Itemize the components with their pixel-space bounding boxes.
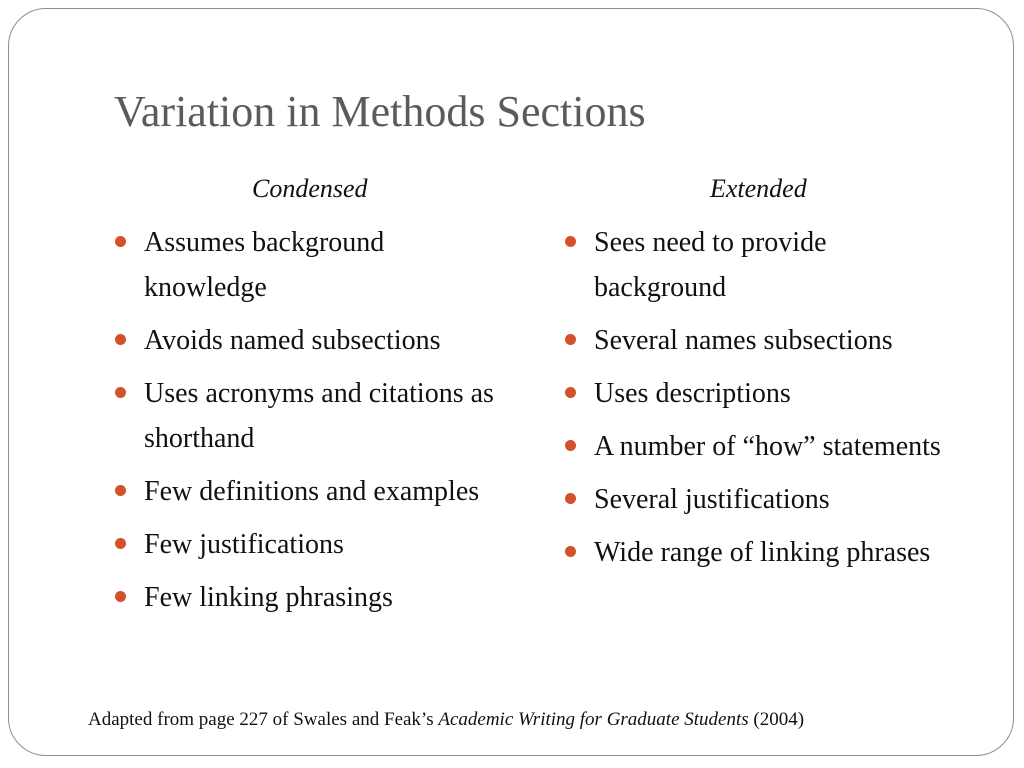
slide-title: Variation in Methods Sections [114, 87, 646, 136]
bullet-icon [115, 591, 126, 602]
list-item-text: Avoids named subsections [144, 325, 441, 356]
citation-prefix: Adapted from page 227 of Swales and Feak’s [88, 709, 439, 730]
list-item-text: Uses acronyms and citations as shorthand [144, 378, 494, 454]
list-item-text: Few justifications [144, 529, 344, 560]
condensed-list [113, 220, 513, 628]
list-item-text: Few definitions and examples [144, 476, 480, 507]
list-item [113, 575, 513, 620]
list-item-text: Several names subsections [594, 325, 893, 356]
list-item [563, 424, 963, 469]
condensed-heading: Condensed [252, 174, 368, 203]
list-item [113, 220, 513, 310]
citation-book-title: Academic Writing for Graduate Students [438, 709, 749, 730]
bullet-icon [115, 538, 126, 549]
citation-suffix: (2004) [748, 709, 805, 730]
bullet-icon [115, 236, 126, 247]
bullet-icon [565, 493, 576, 504]
bullet-icon [115, 334, 126, 345]
list-item [113, 371, 513, 461]
list-item [563, 530, 963, 575]
bullet-icon [565, 440, 576, 451]
bullet-icon [115, 485, 126, 496]
list-item [563, 220, 963, 310]
citation [88, 707, 804, 733]
bullet-icon [565, 387, 576, 398]
list-item-text: Uses descriptions [594, 378, 791, 409]
list-item-text: A number of “how” statements [594, 431, 941, 462]
list-item [563, 477, 963, 522]
list-item [113, 469, 513, 514]
list-item-text: Several justifications [594, 484, 830, 515]
list-item-text: Assumes background knowledge [144, 227, 385, 303]
bullet-icon [115, 387, 126, 398]
list-item [563, 318, 963, 363]
bullet-icon [565, 236, 576, 247]
list-item [563, 371, 963, 416]
bullet-icon [565, 546, 576, 557]
list-item [113, 522, 513, 567]
list-item-text: Few linking phrasings [144, 582, 393, 613]
list-item-text: Wide range of linking phrases [594, 537, 931, 568]
bullet-icon [565, 334, 576, 345]
extended-list [563, 220, 963, 583]
list-item [113, 318, 513, 363]
list-item-text: Sees need to provide background [594, 227, 827, 303]
extended-heading: Extended [710, 174, 807, 203]
